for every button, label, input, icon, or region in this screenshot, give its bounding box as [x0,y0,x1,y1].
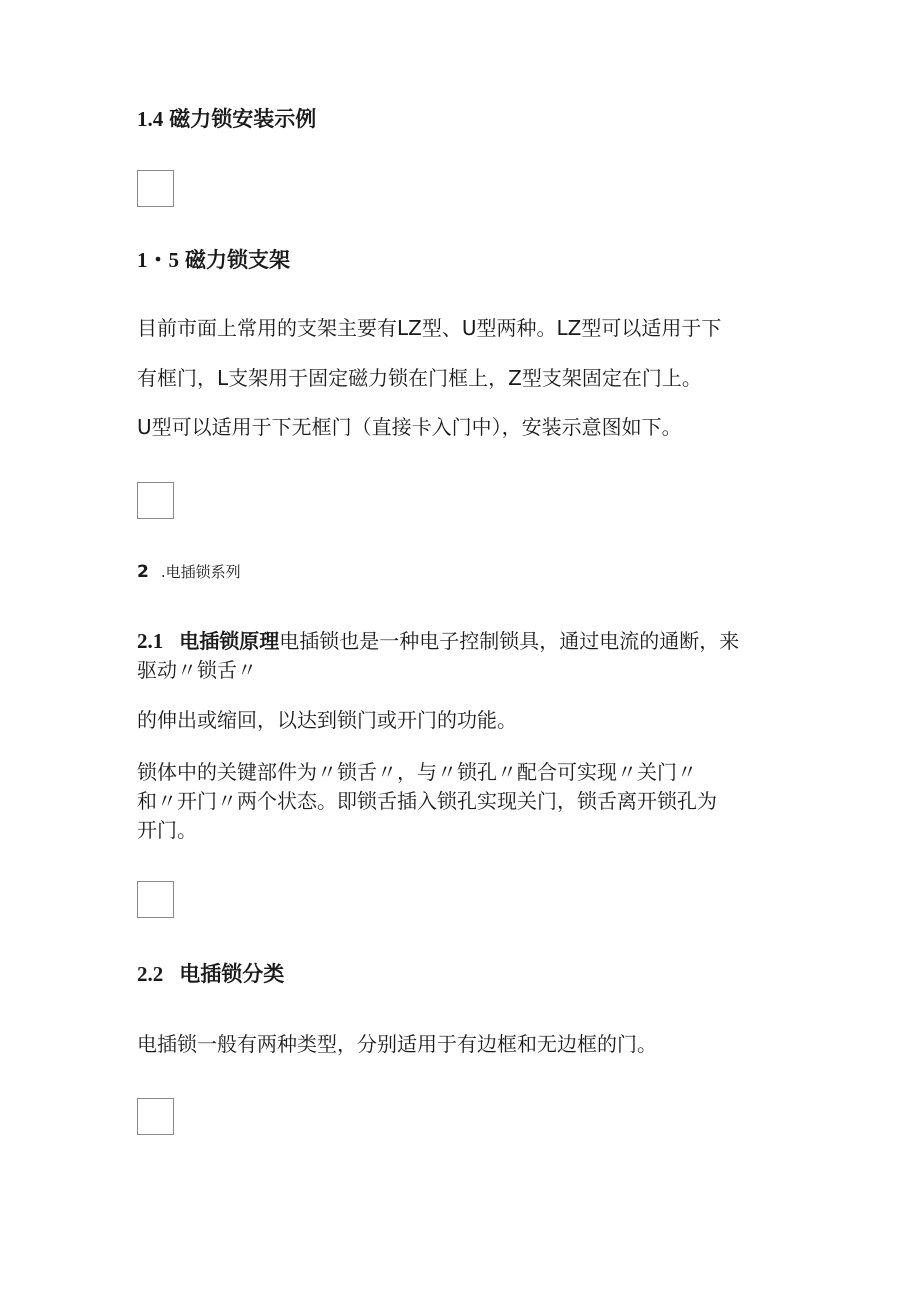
paragraph-2-2: 电插锁一般有两种类型，分别适用于有边框和无边框的门。 [137,1032,657,1056]
paragraph-1-5-line-1: 目前市面上常用的支架主要有LZ型、U型两种。LZ型可以适用于下 [137,316,722,340]
heading-number: 2.2 [137,962,164,986]
heading-title: .电插锁系列 [160,563,241,581]
heading-2-2 [137,958,284,988]
paragraph-1-5-line-3: U型可以适用于下无框门（直接卡入门中），安装示意图如下。 [137,415,682,439]
heading-title: 电插锁原理 [179,629,280,653]
image-placeholder-3 [137,881,174,918]
paragraph-2-1-para-3-line-1: 锁体中的关键部件为〃锁舌〃，与〃锁孔〃配合可实现〃关门〃 [137,760,697,784]
image-placeholder-4 [137,1098,174,1135]
heading-1-4 [137,103,316,133]
heading-title: 电插锁分类 [179,961,285,986]
heading-number: 2 [137,562,149,582]
heading-2 [137,561,241,582]
paragraph-text: 电插锁也是一种电子控制锁具，通过电流的通断，来 [279,629,740,653]
heading-title: 磁力锁支架 [185,247,290,272]
paragraph-2-1-para-3-line-2: 和〃开门〃两个状态。即锁舌插入锁孔实现关门，锁舌离开锁孔为 [137,789,717,813]
image-placeholder-1 [137,170,174,207]
heading-number: 1・5 [137,248,179,272]
heading-1-5 [137,244,290,274]
paragraph-2-1-line-1 [137,626,739,656]
heading-number: 2.1 [137,629,164,653]
heading-title: 磁力锁安装示例 [169,106,317,131]
heading-number: 1.4 [137,107,164,131]
paragraph-2-1-para-2: 的伸出或缩回，以达到锁门或开门的功能。 [137,708,517,732]
paragraph-1-5-line-2: 有框门，L支架用于固定磁力锁在门框上，Z型支架固定在门上。 [137,366,702,390]
image-placeholder-2 [137,482,174,519]
paragraph-2-1-line-2: 驱动〃锁舌〃 [137,658,257,682]
paragraph-2-1-para-3-line-3: 开门。 [137,818,197,842]
